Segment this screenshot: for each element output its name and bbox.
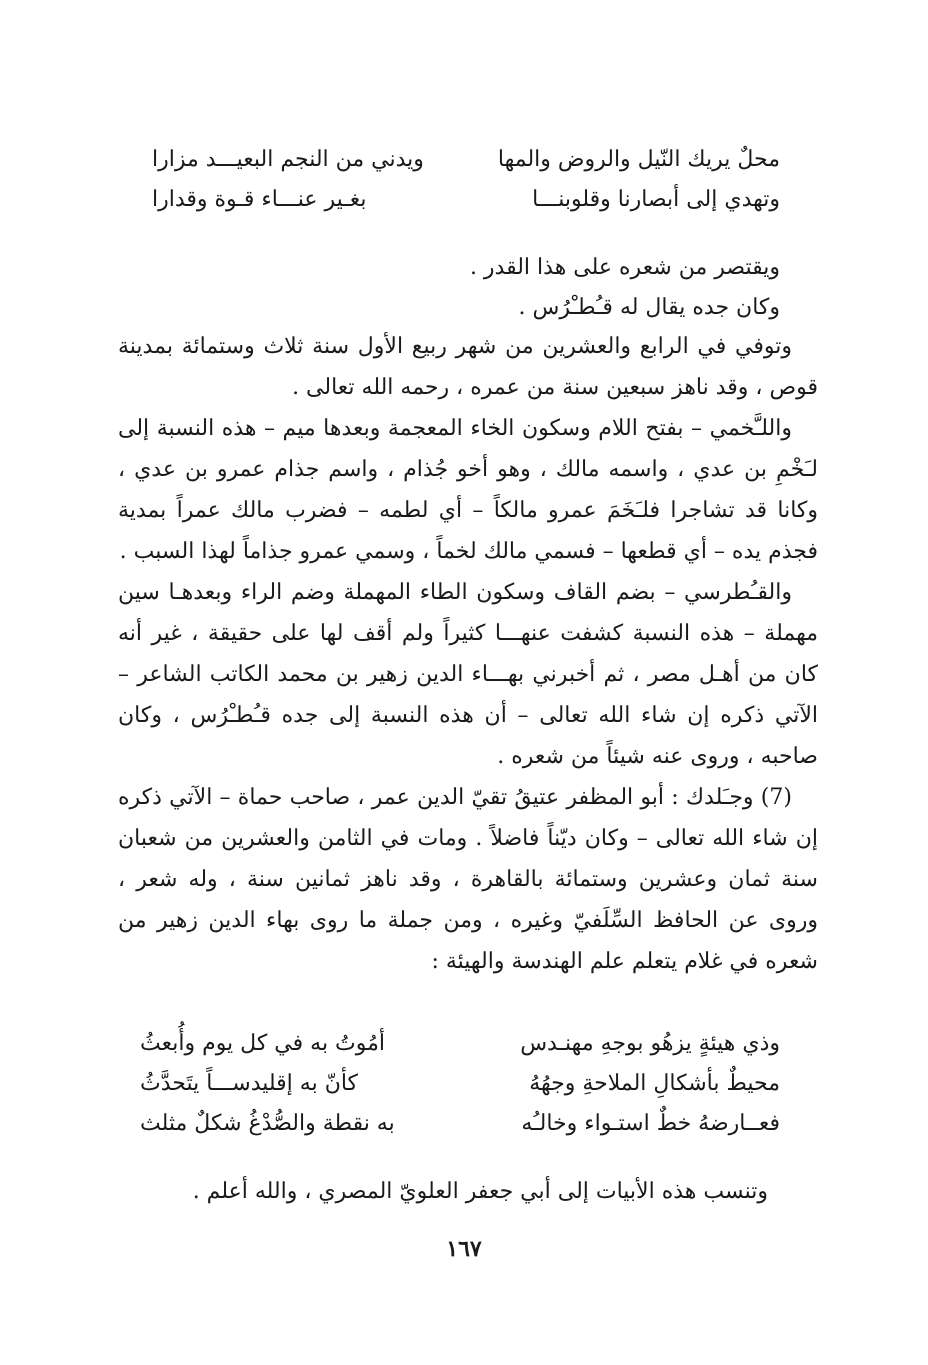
verse-hemistich-first: فعــارضهُ خطٌ استـواء وخالـُه [521, 1111, 780, 1136]
verse-line [140, 1024, 780, 1064]
verse-line [152, 180, 780, 220]
verse-line [140, 1104, 780, 1144]
verse-hemistich-first: محلٌ يريك النّيل والروض والمها [497, 147, 780, 172]
verse-hemistich-first: محيطٌ بأشكالِ الملاحةِ وجهُهُ [529, 1071, 780, 1096]
paragraph-note-7: (7) وجـَلدك : أبو المظفر عتيقُ تقيّ الدين عمر ، صاحب حماة – الآتي ذكره إن شاء الله تعالى – وكان ديّناً فاضلاً . ومات في الثامن والعشرين من شعبان سنة ثمان وعشرين وستمائة بالقاهرة ، وقد ناهز ثمانين سنة ، وله شعر ، وروى عن الحافظ السِّلَفيّ وغيره ، ومن جملة ما روى بهاء الدين زهير من شعره في غلام يتعلم علم الهندسة والهيئة : [118, 785, 818, 974]
paragraph-short-1: ويقتصر من شعره على هذا القدر . [469, 255, 780, 280]
verse-line [140, 1064, 780, 1104]
page-number: ١٦٧ [446, 1236, 482, 1262]
verse-hemistich-second: بغـير عنـــاء قـوة وقدارا [152, 187, 367, 212]
main-prose [118, 326, 818, 982]
verse-hemistich-second: ويدني من النجم البعيـــد مزارا [152, 147, 424, 172]
verse-line [152, 140, 780, 180]
paragraph-death: وتوفي في الرابع والعشرين من شهر ربيع الأول سنة ثلاث وستمائة بمدينة قوص ، وقد ناهز سبعين سنة من عمره ، رحمه الله تعالى . [118, 334, 818, 400]
verse-hemistich-second: كأنّ به إقليدســـاً يتَحدَّثُ [140, 1071, 359, 1096]
verses-bottom [140, 1024, 780, 1144]
verses-top [152, 140, 780, 220]
paragraph-closing: وتنسب هذه الأبيات إلى أبي جعفر العلويّ المصري ، والله أعلم . [192, 1179, 768, 1204]
verse-hemistich-first: وذي هيئةٍ يزهُو بوجهِ مهنـدس [520, 1031, 780, 1056]
verse-hemistich-first: وتهدي إلى أبصارنا وقلوبنـــا [532, 187, 780, 212]
paragraph-lakhmi: واللـَّخمي – بفتح اللام وسكون الخاء المعجمة وبعدها ميم – هذه النسبة إلى لـَخْمِ بن عدي ، واسمه مالك ، وهو أخو جُذام ، واسم جذام عمرو بن عدي ، وكانا قد تشاجرا فلـَخَمَ عمرو مالكاً – أي لطمه – فضرب مالك عمراً بمدية فجذم يده – أي قطعها – فسمي مالك لخماً ، وسمي عمرو جذاماً لهذا السبب . [118, 416, 818, 564]
verse-hemistich-second: أمُوتُ به في كل يوم وأُبعثُ [140, 1031, 386, 1056]
paragraph-short-2: وكان جده يقال له قـُطـْرُس . [518, 295, 780, 320]
verse-hemistich-second: به نقطة والصُّدْغُ شكلٌ مثلث [140, 1111, 395, 1136]
paragraph-qutrusi: والقـُطرسي – بضم القاف وسكون الطاء المهملة وضم الراء وبعدهـا سين مهملة – هذه النسبة كشفت عنهـــا كثيراً ولم أقف لها على حقيقة ، غير أنه كان من أهـل مصر ، ثم أخبرني بهـــاء الدين زهير بن محمد الكاتب الشاعر – الآتي ذكره إن شاء الله تعالى – أن هذه النسبة إلى جده قـُطـْرُس ، وكان صاحبه ، وروى عنه شيئاً من شعره . [118, 580, 818, 769]
